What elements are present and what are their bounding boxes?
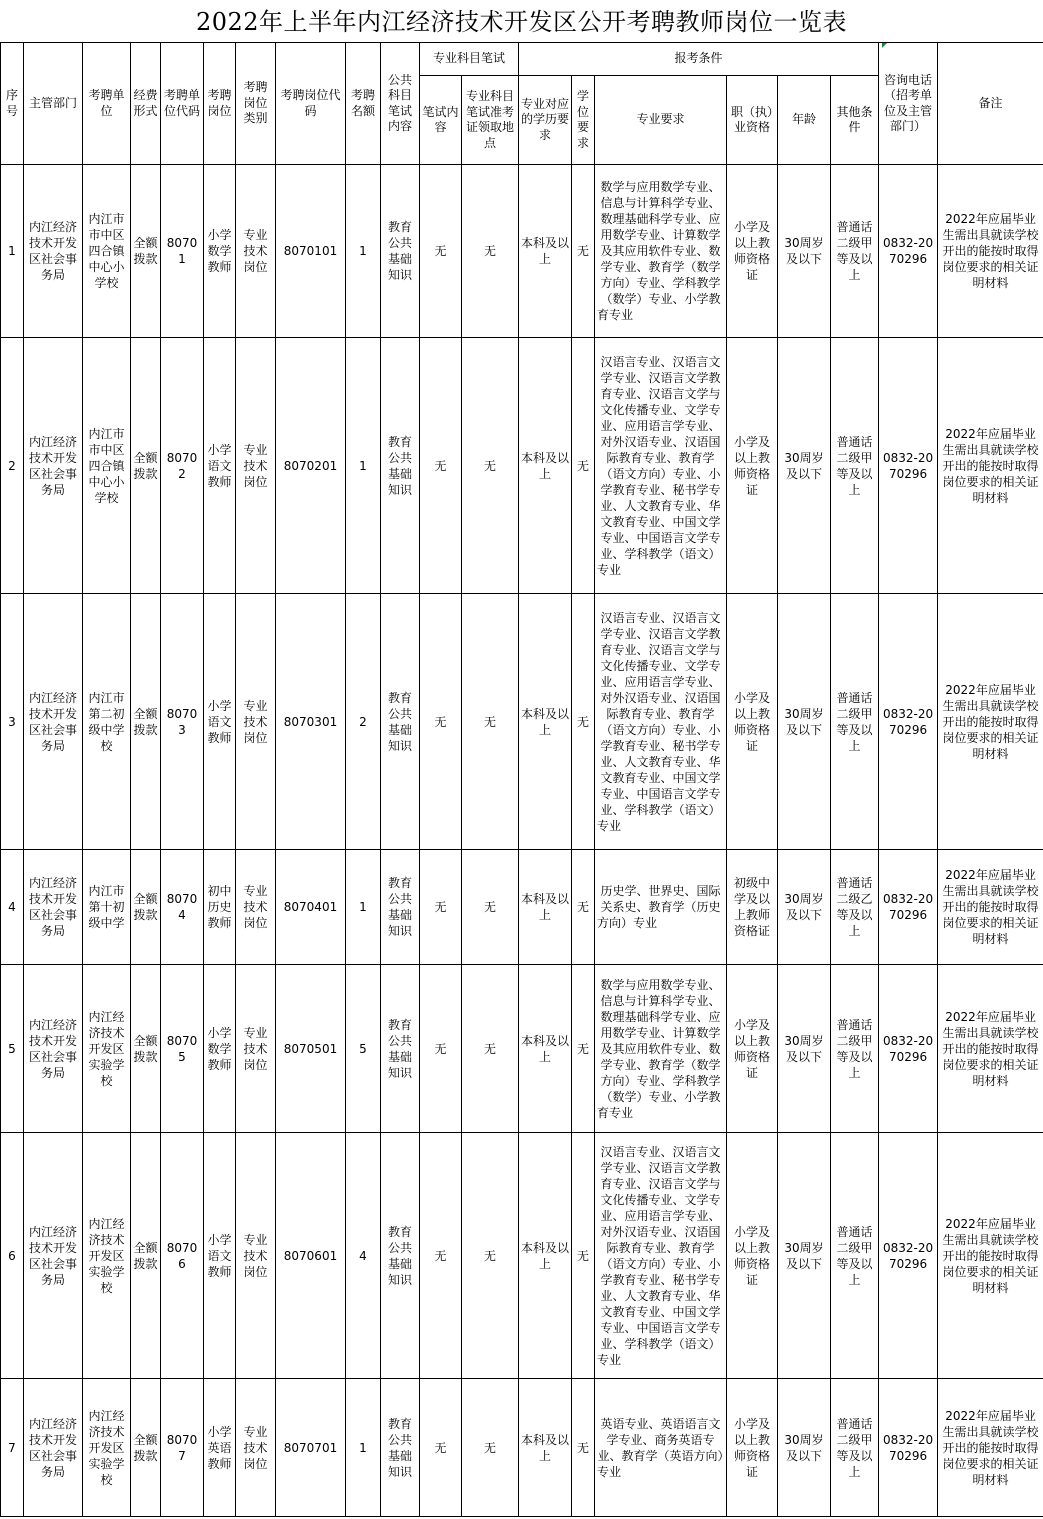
cell-quota: 2	[346, 594, 381, 850]
table-row	[1, 594, 1043, 850]
cell-public-exam: 教育公共基础知识	[381, 165, 420, 338]
table-row	[1, 965, 1043, 1133]
cell-post-type: 专业技术岗位	[236, 594, 276, 850]
cell-exam-content: 无	[420, 850, 462, 965]
cell-unit: 内江市第十初级中学	[83, 850, 131, 965]
cell-age: 30周岁及以下	[778, 338, 831, 594]
cell-unit: 内江经济技术开发区实验学校	[83, 965, 131, 1133]
cell-exam-content: 无	[420, 338, 462, 594]
table-row	[1, 165, 1043, 338]
header-conditions: 报考条件	[519, 43, 879, 76]
cell-remark: 2022年应届毕业生需出具就读学校开出的能按时取得岗位要求的相关证明材料	[938, 165, 1043, 338]
cell-post-type: 专业技术岗位	[236, 165, 276, 338]
cell-unit: 内江市第二初级中学校	[83, 594, 131, 850]
cell-quota: 1	[346, 1379, 381, 1517]
cell-ticket-place: 无	[462, 850, 519, 965]
cell-post-type: 专业技术岗位	[236, 1133, 276, 1379]
cell-quota: 1	[346, 850, 381, 965]
cell-degree: 无	[572, 165, 595, 338]
cell-unit: 内江市市中区四合镇中心小学校	[83, 338, 131, 594]
cell-age: 30周岁及以下	[778, 850, 831, 965]
cell-public-exam: 教育公共基础知识	[381, 594, 420, 850]
table-row	[1, 850, 1043, 965]
cell-funding: 全额拨款	[131, 165, 161, 338]
cell-degree: 无	[572, 1133, 595, 1379]
header-post: 考聘岗位	[204, 43, 236, 165]
cell-seq: 4	[1, 850, 24, 965]
cell-age: 30周岁及以下	[778, 165, 831, 338]
cell-dept: 内江经济技术开发区社会事务局	[24, 165, 83, 338]
cell-quota: 1	[346, 338, 381, 594]
cell-post-type: 专业技术岗位	[236, 338, 276, 594]
header-qualification: 职（执）业资格	[727, 76, 778, 165]
cell-seq: 1	[1, 165, 24, 338]
cell-other: 普通话二级甲等及以上	[831, 965, 879, 1133]
cell-phone: 0832-2070296	[879, 1133, 938, 1379]
header-age: 年龄	[778, 76, 831, 165]
cell-funding: 全额拨款	[131, 850, 161, 965]
header-post-code: 考聘岗位代码	[276, 43, 346, 165]
cell-remark: 2022年应届毕业生需出具就读学校开出的能按时取得岗位要求的相关证明材料	[938, 1379, 1043, 1517]
cell-major: 汉语言专业、汉语言文学专业、汉语言文学教育专业、汉语言文学与文化传播专业、文学专业、应用语言学专业、对外汉语专业、汉语国际教育专业、教育学（语文方向）专业、小学教育专业、秘书学专业、人文教育专业、华文教育专业、中国文学专业、中国语言文学专业、学科教学（语文）专业	[595, 338, 727, 594]
cell-unit-code: 80704	[161, 850, 204, 965]
cell-remark: 2022年应届毕业生需出具就读学校开出的能按时取得岗位要求的相关证明材料	[938, 965, 1043, 1133]
cell-other: 普通话二级甲等及以上	[831, 1379, 879, 1517]
cell-remark: 2022年应届毕业生需出具就读学校开出的能按时取得岗位要求的相关证明材料	[938, 1133, 1043, 1379]
cell-degree: 无	[572, 850, 595, 965]
cell-unit-code: 80706	[161, 1133, 204, 1379]
cell-post: 小学数学教师	[204, 965, 236, 1133]
header-row-top	[1, 43, 1043, 76]
cell-qualification: 小学及以上教师资格证	[727, 165, 778, 338]
cell-major: 数学与应用数学专业、信息与计算科学专业、数理基础科学专业、应用数学专业、计算数学及其应用软件专业、数学专业、教育学（数学方向）专业、学科教学（数学）专业、小学教育专业	[595, 165, 727, 338]
cell-funding: 全额拨款	[131, 965, 161, 1133]
cell-edu: 本科及以上	[519, 165, 572, 338]
cell-major: 数学与应用数学专业、信息与计算科学专业、数理基础科学专业、应用数学专业、计算数学及其应用软件专业、数学专业、教育学（数学方向）专业、学科教学（数学）专业、小学教育专业	[595, 965, 727, 1133]
cell-remark: 2022年应届毕业生需出具就读学校开出的能按时取得岗位要求的相关证明材料	[938, 338, 1043, 594]
cell-post-code: 8070201	[276, 338, 346, 594]
cell-exam-content: 无	[420, 594, 462, 850]
cell-phone: 0832-2070296	[879, 338, 938, 594]
cell-age: 30周岁及以下	[778, 965, 831, 1133]
cell-ticket-place: 无	[462, 1133, 519, 1379]
cell-qualification: 小学及以上教师资格证	[727, 338, 778, 594]
header-unit: 考聘单位	[83, 43, 131, 165]
cell-funding: 全额拨款	[131, 1133, 161, 1379]
cell-dept: 内江经济技术开发区社会事务局	[24, 1379, 83, 1517]
header-remark: 备注	[938, 43, 1043, 165]
cell-post: 初中历史教师	[204, 850, 236, 965]
cell-degree: 无	[572, 1379, 595, 1517]
cell-funding: 全额拨款	[131, 594, 161, 850]
cell-other: 普通话二级甲等及以上	[831, 594, 879, 850]
cell-exam-content: 无	[420, 165, 462, 338]
header-phone: 咨询电话（招考单位及主管部门）	[879, 43, 938, 165]
header-ticket-place: 专业科目笔试准考证领取地点	[462, 76, 519, 165]
cell-dept: 内江经济技术开发区社会事务局	[24, 338, 83, 594]
cell-edu: 本科及以上	[519, 965, 572, 1133]
cell-post: 小学英语教师	[204, 1379, 236, 1517]
cell-post-code: 8070601	[276, 1133, 346, 1379]
cell-public-exam: 教育公共基础知识	[381, 1379, 420, 1517]
header-public-exam: 公共科目笔试内容	[381, 43, 420, 165]
cell-edu: 本科及以上	[519, 850, 572, 965]
table-row	[1, 1379, 1043, 1517]
table-row	[1, 1133, 1043, 1379]
cell-edu: 本科及以上	[519, 1379, 572, 1517]
header-unit-code: 考聘单位代码	[161, 43, 204, 165]
cell-degree: 无	[572, 594, 595, 850]
header-exam-content: 笔试内容	[420, 76, 462, 165]
cell-dept: 内江经济技术开发区社会事务局	[24, 850, 83, 965]
cell-remark: 2022年应届毕业生需出具就读学校开出的能按时取得岗位要求的相关证明材料	[938, 850, 1043, 965]
cell-major: 英语专业、英语语言文学专业、商务英语专业、教育学（英语方向）专业	[595, 1379, 727, 1517]
table-row	[1, 338, 1043, 594]
cell-post-code: 8070101	[276, 165, 346, 338]
cell-funding: 全额拨款	[131, 1379, 161, 1517]
cell-major: 汉语言专业、汉语言文学专业、汉语言文学教育专业、汉语言文学与文化传播专业、文学专业、应用语言学专业、对外汉语专业、汉语国际教育专业、教育学（语文方向）专业、小学教育专业、秘书学专业、人文教育专业、华文教育专业、中国文学专业、中国语言文学专业、学科教学（语文）专业	[595, 1133, 727, 1379]
cell-dept: 内江经济技术开发区社会事务局	[24, 1133, 83, 1379]
cell-ticket-place: 无	[462, 338, 519, 594]
cell-ticket-place: 无	[462, 594, 519, 850]
cell-edu: 本科及以上	[519, 338, 572, 594]
cell-unit-code: 80703	[161, 594, 204, 850]
cell-seq: 7	[1, 1379, 24, 1517]
cell-dept: 内江经济技术开发区社会事务局	[24, 965, 83, 1133]
cell-ticket-place: 无	[462, 165, 519, 338]
cell-seq: 6	[1, 1133, 24, 1379]
header-dept: 主管部门	[24, 43, 83, 165]
header-major: 专业要求	[595, 76, 727, 165]
cell-public-exam: 教育公共基础知识	[381, 1133, 420, 1379]
cell-other: 普通话二级甲等及以上	[831, 1133, 879, 1379]
cell-post-type: 专业技术岗位	[236, 965, 276, 1133]
cell-public-exam: 教育公共基础知识	[381, 338, 420, 594]
cell-post-type: 专业技术岗位	[236, 850, 276, 965]
cell-post: 小学数学教师	[204, 165, 236, 338]
cell-unit-code: 80707	[161, 1379, 204, 1517]
header-seq: 序号	[1, 43, 24, 165]
cell-qualification: 小学及以上教师资格证	[727, 1379, 778, 1517]
cell-qualification: 小学及以上教师资格证	[727, 1133, 778, 1379]
cell-major: 历史学、世界史、国际关系史、教育学（历史方向）专业	[595, 850, 727, 965]
cell-ticket-place: 无	[462, 965, 519, 1133]
cell-dept: 内江经济技术开发区社会事务局	[24, 594, 83, 850]
header-post-type: 考聘岗位类别	[236, 43, 276, 165]
header-other: 其他条件	[831, 76, 879, 165]
cell-qualification: 小学及以上教师资格证	[727, 965, 778, 1133]
cell-age: 30周岁及以下	[778, 1379, 831, 1517]
cell-seq: 3	[1, 594, 24, 850]
cell-unit-code: 80705	[161, 965, 204, 1133]
header-prof-exam: 专业科目笔试	[420, 43, 519, 76]
cell-edu: 本科及以上	[519, 594, 572, 850]
cell-other: 普通话二级甲等及以上	[831, 165, 879, 338]
cell-unit: 内江经济技术开发区实验学校	[83, 1133, 131, 1379]
cell-exam-content: 无	[420, 1379, 462, 1517]
header-degree: 学位要求	[572, 76, 595, 165]
cell-other: 普通话二级乙等及以上	[831, 850, 879, 965]
cell-remark: 2022年应届毕业生需出具就读学校开出的能按时取得岗位要求的相关证明材料	[938, 594, 1043, 850]
cell-funding: 全额拨款	[131, 338, 161, 594]
cell-quota: 1	[346, 165, 381, 338]
cell-qualification: 初级中学及以上教师资格证	[727, 850, 778, 965]
document-title: 2022年上半年内江经济技术开发区公开考聘教师岗位一览表	[195, 8, 848, 36]
cell-post-code: 8070701	[276, 1379, 346, 1517]
header-quota: 考聘名额	[346, 43, 381, 165]
cell-seq: 2	[1, 338, 24, 594]
cell-exam-content: 无	[420, 1133, 462, 1379]
cell-post: 小学语文教师	[204, 594, 236, 850]
cell-major: 汉语言专业、汉语言文学专业、汉语言文学教育专业、汉语言文学与文化传播专业、文学专业、应用语言学专业、对外汉语专业、汉语国际教育专业、教育学（语文方向）专业、小学教育专业、秘书学专业、人文教育专业、华文教育专业、中国文学专业、中国语言文学专业、学科教学（语文）专业	[595, 594, 727, 850]
cell-post: 小学语文教师	[204, 1133, 236, 1379]
cell-unit-code: 80701	[161, 165, 204, 338]
cell-unit-code: 80702	[161, 338, 204, 594]
cell-phone: 0832-2070296	[879, 965, 938, 1133]
positions-table	[0, 42, 1043, 1517]
cell-edu: 本科及以上	[519, 1133, 572, 1379]
cell-seq: 5	[1, 965, 24, 1133]
cell-quota: 5	[346, 965, 381, 1133]
cell-age: 30周岁及以下	[778, 1133, 831, 1379]
cell-post-type: 专业技术岗位	[236, 1379, 276, 1517]
header-edu: 专业对应的学历要求	[519, 76, 572, 165]
cell-post-code: 8070501	[276, 965, 346, 1133]
cell-post-code: 8070301	[276, 594, 346, 850]
header-funding: 经费形式	[131, 43, 161, 165]
cell-quota: 4	[346, 1133, 381, 1379]
cell-exam-content: 无	[420, 965, 462, 1133]
cell-unit: 内江经济技术开发区实验学校	[83, 1379, 131, 1517]
cell-unit: 内江市市中区四合镇中心小学校	[83, 165, 131, 338]
cell-qualification: 小学及以上教师资格证	[727, 594, 778, 850]
cell-other: 普通话二级甲等及以上	[831, 338, 879, 594]
cell-phone: 0832-2070296	[879, 1379, 938, 1517]
cell-degree: 无	[572, 965, 595, 1133]
cell-degree: 无	[572, 338, 595, 594]
cell-phone: 0832-2070296	[879, 594, 938, 850]
cell-phone: 0832-2070296	[879, 165, 938, 338]
cell-public-exam: 教育公共基础知识	[381, 965, 420, 1133]
cell-phone: 0832-2070296	[879, 850, 938, 965]
cell-public-exam: 教育公共基础知识	[381, 850, 420, 965]
cell-post-code: 8070401	[276, 850, 346, 965]
cell-age: 30周岁及以下	[778, 594, 831, 850]
cell-post: 小学语文教师	[204, 338, 236, 594]
cell-ticket-place: 无	[462, 1379, 519, 1517]
